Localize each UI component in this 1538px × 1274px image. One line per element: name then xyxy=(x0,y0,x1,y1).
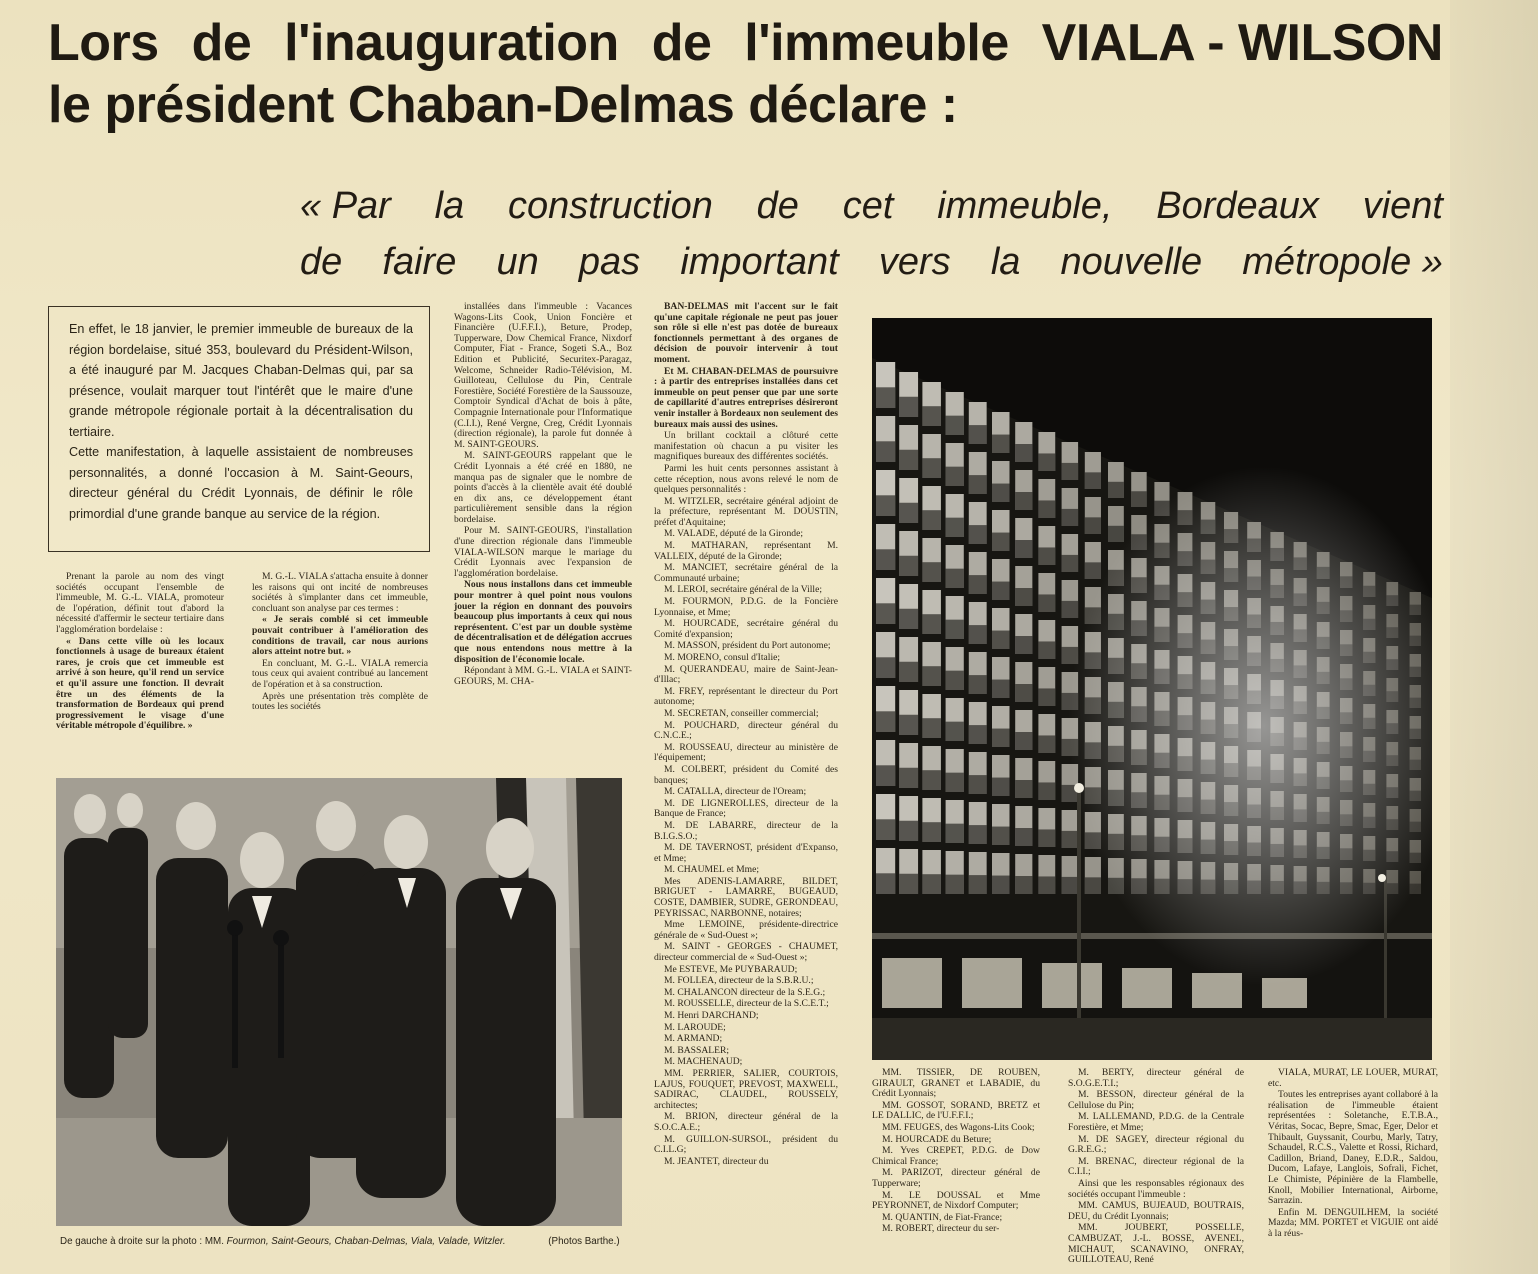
column-paragraph: M. POUCHARD, directeur général du C.N.C.E.; xyxy=(654,719,838,742)
column-paragraph: BAN-DELMAS mit l'accent sur le fait qu'une capitale régionale ne peut pas jouer son rôle si elle n'est pas dotée de bureaux fonctionnels permettant à des organes de décision de pouvoir intervenir à tout moment. xyxy=(654,302,838,365)
column-paragraph: Prenant la parole au nom des vingt sociétés occupant l'ensemble de l'immeuble, M. G.-L. VIALA, promoteur de l'opération, définit tout d'abord la nécessité d'affermir le secteur tertiaire dans l'agglomération bordelaise : xyxy=(56,571,224,635)
column-paragraph: M. BRION, directeur général de la S.O.C.A.E.; xyxy=(654,1111,838,1133)
column-paragraph: M. LAROUDE; xyxy=(664,1021,726,1033)
subheadline-word: de xyxy=(756,185,799,227)
article-column-2 xyxy=(252,572,428,714)
column-paragraph: M. QUERANDEAU, maire de Saint-Jean-d'Illac; xyxy=(654,663,838,686)
column-paragraph: M. FOURMON, P.D.G. de la Foncière Lyonnaise, et Mme; xyxy=(654,596,838,618)
headline-word: Lors xyxy=(48,14,159,72)
article-column-4 xyxy=(654,302,838,1272)
column-paragraph: Un brillant cocktail a clôturé cette manifestation où chacun a pu visiter les magnifiques bureaux des différentes sociétés. xyxy=(654,430,838,463)
column-paragraph: Ainsi que les responsables régionaux des sociétés occupant l'immeuble : xyxy=(1068,1177,1244,1200)
column-paragraph: M. SAINT - GEORGES - CHAUMET, directeur commercial de « Sud-Ouest »; xyxy=(654,941,838,964)
column-paragraph: M. LALLEMAND, P.D.G. de la Centrale Forestière, et Mme; xyxy=(1068,1111,1244,1133)
column-paragraph: M. FOLLEA, directeur de la S.B.R.U.; xyxy=(664,975,814,987)
column-paragraph: En concluant, M. G.-L. VIALA remercia tous ceux qui avaient contribué au lancement de l'opération et à sa construction. xyxy=(252,657,428,690)
column-paragraph: Parmi les huit cents personnes assistant à cette réception, nous avons relevé le nom de quelques personnalités : xyxy=(654,462,838,496)
column-paragraph: Pour M. SAINT-GEOURS, l'installation d'une direction régionale dans l'immeuble VIALA-WILSON marque le mariage du Crédit Lyonnais avec l'expansion de l'agglomération bordelaise. xyxy=(454,525,632,579)
subheadline-word: la xyxy=(434,185,465,227)
column-paragraph: M. MANCIET, secrétaire général de la Communauté urbaine; xyxy=(654,562,838,584)
headline xyxy=(48,12,1443,136)
column-paragraph: M. CATALLA, directeur de l'Oream; xyxy=(664,786,807,798)
article-column-7 xyxy=(1268,1068,1438,1274)
column-paragraph: M. MORENO, consul d'Italie; xyxy=(664,652,781,663)
column-paragraph: M. WITZLER, secrétaire général adjoint de la préfecture, représentant M. DOUSTIN, préfet d'Aquitaine; xyxy=(654,495,838,528)
caption-names: Fourmon, Saint-Geours, Chaban-Delmas, Viala, Valade, Witzler. xyxy=(226,1236,506,1247)
subheadline-word: un xyxy=(496,241,539,283)
column-paragraph: MM. FEUGES, des Wagons-Lits Cook; xyxy=(882,1121,1035,1133)
subheadline-word: construction xyxy=(507,185,713,227)
column-paragraph: « Dans cette ville où les locaux fonctionnels à usage de bureaux étaient rares, je crois que cet immeuble est arrivé à son heure, qu'il rend un service et qu'il assure une fonction. Il devrait être un des éléments de la transformation de Bordeaux qui prend progressivement le visage d'une véritable métropole d'équilibre. » xyxy=(56,635,224,732)
column-paragraph: M. SAINT-GEOURS rappelant que le Crédit Lyonnais a été créé en 1880, ne manqua pas de signaler que le nombre de points d'accès à la clientèle avait été doublé en dix ans, ce développement étant particulièrement sensible dans la région bordelaise. xyxy=(454,450,632,525)
column-paragraph: M. FREY, représentant le directeur du Port autonome; xyxy=(654,685,838,708)
subheadline-word: immeuble, xyxy=(937,185,1113,227)
column-paragraph: MM. TISSIER, DE ROUBEN, GIRAULT, GRANET et LABADIE, du Crédit Lyonnais; xyxy=(872,1068,1040,1100)
caption-credit: (Photos Barthe.) xyxy=(548,1236,620,1247)
headline-line-2: le président Chaban-Delmas déclare : xyxy=(48,76,958,134)
column-paragraph: M. ROUSSELLE, directeur de la S.C.E.T.; xyxy=(664,998,829,1010)
column-paragraph: Mes ADENIS-LAMARRE, BILDET, BRIGUET - LAMARRE, BUGEAUD, COSTE, DAMBIER, SUDRE, GERONDEAU, PEYRISSAC, NARBONNE, notaires; xyxy=(654,875,838,919)
subheadline-quote xyxy=(300,178,1443,290)
column-paragraph: M. DE TAVERNOST, président d'Expanso, et Mme; xyxy=(654,842,838,864)
column-paragraph: M. BERTY, directeur général de S.O.G.E.T.I.; xyxy=(1068,1068,1244,1089)
officials-illustration xyxy=(56,778,622,1226)
column-paragraph: M. MATHARAN, représentant M. VALLEIX, député de la Gironde; xyxy=(654,540,838,562)
subheadline-word: « Par xyxy=(300,185,391,227)
subheadline-word: pas xyxy=(578,241,641,283)
column-paragraph: Mme LEMOINE, présidente-directrice générale de « Sud-Ouest »; xyxy=(654,919,838,941)
subheadline-line-1 xyxy=(300,178,1443,234)
column-paragraph: Toutes les entreprises ayant collaboré à la réalisation de l'immeuble étaient représentées : Soletanche, E.T.B.A., Véritas, Socac, Bepre, Smac, Eger, Delor et Thibault, Guyssanit, Courbu, Marly, Tatry, Schaudel, R.C.S., Valette et Rossi, Richard, Cadillon, Briand, Daney, E.D.R., Saldou, Ducom, Lafaye, Langlois, Sofrali, Fichet, Le Chimiste, Pépinière de la Flambelle, Knoll, Mobilier International, Airborne, Sarrazin. xyxy=(1268,1089,1438,1207)
column-paragraph: M. DE LIGNEROLLES, directeur de la Banque de France; xyxy=(654,797,838,820)
column-paragraph: M. BRENAC, directeur régional de la C.I.I.; xyxy=(1068,1155,1244,1178)
column-paragraph: M. MACHENAUD; xyxy=(664,1056,743,1068)
column-paragraph: M. BESSON, directeur général de la Cellulose du Pin; xyxy=(1068,1089,1244,1111)
subheadline-word: cet xyxy=(842,185,894,227)
subheadline-word: vers xyxy=(878,241,951,283)
building-illustration xyxy=(872,318,1432,1060)
column-paragraph: VIALA, MURAT, LE LOUER, MURAT, etc. xyxy=(1268,1068,1438,1089)
column-paragraph: Enfin M. DENGUILHEM, la société Mazda; MM. PORTET et VIGUIE ont aidé à la réus- xyxy=(1268,1206,1438,1239)
column-paragraph: M. HOURCADE, secrétaire général du Comité d'expansion; xyxy=(654,618,838,640)
headline-word: l'inauguration xyxy=(284,14,619,72)
subheadline-word: faire xyxy=(382,241,457,283)
column-paragraph: M. DE LABARRE, directeur de la B.I.G.S.O.; xyxy=(654,819,838,842)
column-paragraph: M. PARIZOT, directeur général de Tupperware; xyxy=(872,1167,1040,1189)
column-paragraph: M. COLBERT, président du Comité des banques; xyxy=(654,763,838,786)
column-paragraph: installées dans l'immeuble : Vacances Wagons-Lits Cook, Union Foncière et Financière (U.F.F.I.), Beture, Prodep, Tupperware, Dow Chemical France, Nixdorf Computer, Fiat - France, Sogeti S.A., Boz Edition et Publicité, Securitex-Paragaz, Welcome, Schneider Radio-Télévision, M. Guilloteau, Cellulose du Pin, Centrale Forestière, Société Forestière de la Saussouze, Comptoir Syndical d'Achat de bois à pâte, Compagnie Internationale pour l'Informatique (C.I.I.), René Vergne, Creg, Crédit Lyonnais (direction régionale), la parole fut donnée à M. SAINT-GEOURS. xyxy=(454,301,632,450)
headline-word: VIALA - WILSON xyxy=(1041,14,1443,72)
column-paragraph: Après une présentation très complète de toutes les sociétés xyxy=(252,690,428,713)
intro-paragraph-2: Cette manifestation, à laquelle assistaient de nombreuses personnalités, a donné l'occasion à M. Saint-Geours, directeur général du Crédit Lyonnais, de définir le rôle primordial d'une grande banque au service de la région. xyxy=(69,445,413,521)
column-paragraph: Nous nous installons dans cet immeuble pour montrer à quel point nous voulons jouer la région en donnant des pouvoirs beaucoup plus importants à ceux qui nous représentent. C'est par un double système de décentralisation et de délégation accrues que nous entendons nous mettre à la disposition de l'économie locale. xyxy=(454,579,632,665)
subheadline-word: vient xyxy=(1362,185,1443,227)
column-paragraph: M. Yves CREPET, P.D.G. de Dow Chimical France; xyxy=(872,1145,1040,1167)
column-paragraph: MM. CAMUS, BUJEAUD, BOUTRAIS, DEU, du Crédit Lyonnais; xyxy=(1068,1200,1244,1222)
column-paragraph: M. MASSON, président du Port autonome; xyxy=(664,640,831,652)
headline-word: l'immeuble xyxy=(744,14,1009,72)
column-paragraph: M. SECRETAN, conseiller commercial; xyxy=(664,707,819,719)
subheadline-word: nouvelle xyxy=(1060,241,1203,283)
article-column-6 xyxy=(1068,1068,1244,1274)
intro-box xyxy=(48,306,430,552)
column-paragraph: M. G.-L. VIALA s'attacha ensuite à donner les raisons qui ont incité de nombreuses sociétés à s'implanter dans cet immeuble, concluant son analyse par ces termes : xyxy=(252,571,428,614)
column-paragraph: M. ROUSSEAU, directeur au ministère de l'équipement; xyxy=(654,741,838,764)
column-paragraph: M. GUILLON-SURSOL, président du C.I.L.G; xyxy=(654,1133,838,1156)
intro-paragraph-1: En effet, le 18 janvier, le premier immeuble de bureaux de la région bordelaise, situé 353, boulevard du Président-Wilson, a été inauguré par M. Jacques Chaban-Delmas qui, par sa présence, voulait marquer tout l'intérêt que le maire d'une grande métropole régionale portait à la décentralisation du tertiaire. xyxy=(69,322,413,439)
column-paragraph: M. QUANTIN, de Fiat-France; xyxy=(882,1211,1003,1223)
article-column-5 xyxy=(872,1068,1040,1274)
headline-word: de xyxy=(191,14,252,72)
column-paragraph: M. DE SAGEY, directeur régional du G.R.E.G.; xyxy=(1068,1133,1244,1156)
column-paragraph: Répondant à MM. G.-L. VIALA et SAINT-GEOURS, M. CHA- xyxy=(454,665,632,687)
column-paragraph: M. VALADE, député de la Gironde; xyxy=(664,528,803,540)
column-paragraph: MM. GOSSOT, SORAND, BRETZ et LE DALLIC, de l'U.F.F.I.; xyxy=(872,1099,1040,1122)
officials-group-photo xyxy=(56,778,622,1226)
column-paragraph: MM. JOUBERT, POSSELLE, CAMBUZAT, J.-L. BOSSE, AVENEL, MICHAUT, SCANAVINO, ONFRAY, GUILLOTEAU, René xyxy=(1068,1222,1244,1266)
subheadline-word: de xyxy=(300,241,343,283)
article-column-1 xyxy=(56,572,224,733)
column-paragraph: M. Henri DARCHAND; xyxy=(664,1010,759,1021)
subheadline-word: Bordeaux xyxy=(1156,185,1319,227)
column-paragraph: M. CHAUMEL et Mme; xyxy=(664,864,760,876)
column-paragraph: M. BASSALER; xyxy=(664,1044,730,1056)
column-paragraph: M. ARMAND; xyxy=(664,1033,723,1045)
photo-caption xyxy=(60,1236,620,1248)
subheadline-word: métropole » xyxy=(1242,241,1443,283)
column-paragraph: M. LE DOUSSAL et Mme PEYRONNET, de Nixdorf Computer; xyxy=(872,1189,1040,1212)
column-paragraph: M. CHALANCON directeur de la S.E.G.; xyxy=(664,986,826,998)
column-paragraph: MM. PERRIER, SALIER, COURTOIS, LAJUS, FOUQUET, PREVOST, MAXWELL, SADIRAC, CLAUDEL, ROUSSELY, architectes; xyxy=(654,1067,838,1111)
column-paragraph: Et M. CHABAN-DELMAS de poursuivre : à partir des entreprises installées dans cet immeuble on peut penser que par une sorte de capillarité d'autres entreprises désireront venir installer à Bordeaux non seulement des bureaux mais aussi des usines. xyxy=(654,365,838,430)
headline-line-1 xyxy=(48,12,1443,74)
subheadline-word: la xyxy=(990,241,1021,283)
caption-lead: De gauche à droite sur la photo : MM. xyxy=(60,1236,224,1247)
column-paragraph: « Je serais comblé si cet immeuble pouvait contribuer à l'amélioration des conditions de travail, car nous aurions alors atteint notre but. » xyxy=(252,614,428,658)
subheadline-word: important xyxy=(680,241,839,283)
bleed-through-right xyxy=(1450,0,1538,1274)
building-night-photo xyxy=(872,318,1432,1060)
headline-word: de xyxy=(651,14,712,72)
article-column-3 xyxy=(454,302,632,688)
subheadline-line-2 xyxy=(300,234,1443,290)
column-paragraph: Me ESTEVE, Me PUYBARAUD; xyxy=(664,963,798,975)
column-paragraph: M. LEROI, secrétaire général de la Ville; xyxy=(664,584,823,596)
column-paragraph: M. JEANTET, directeur du xyxy=(664,1155,769,1167)
column-paragraph: M. HOURCADE du Beture; xyxy=(882,1133,992,1145)
column-paragraph: M. ROBERT, directeur du ser- xyxy=(882,1223,1000,1235)
